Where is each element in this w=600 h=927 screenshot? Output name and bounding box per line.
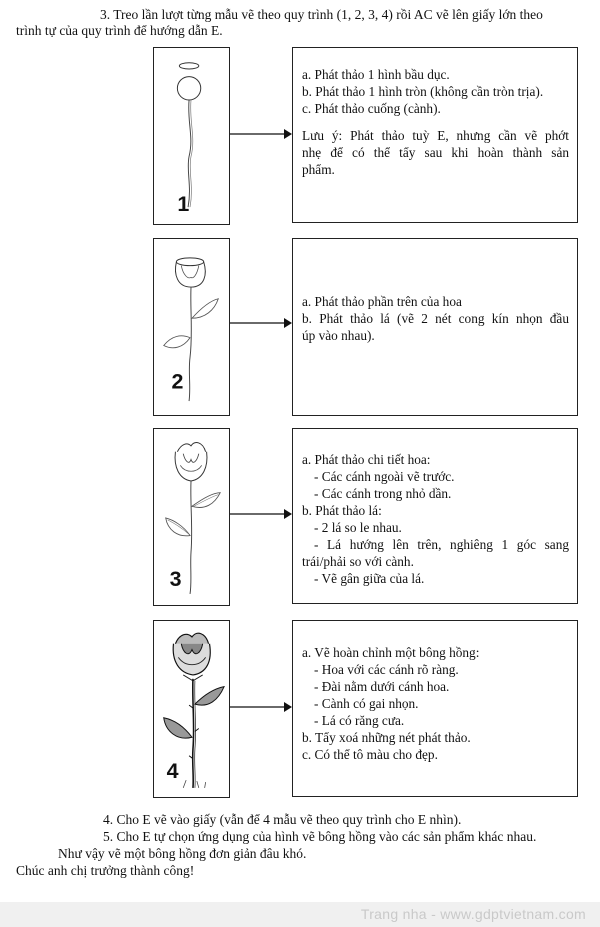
step-2-text-box: [292, 238, 578, 416]
step-1-note: nhẹ để có thể tẩy sau khi hoàn thành sản: [302, 145, 569, 160]
step-3-line: trái/phải so với cành.: [302, 554, 414, 569]
step-4-line: - Cành có gai nhọn.: [314, 696, 419, 711]
rose-sketch-2-icon: [154, 239, 229, 415]
arrow-right-icon: [230, 317, 292, 329]
step-4-line: c. Có thể tô màu cho đẹp.: [302, 747, 438, 762]
step-4-line: b. Tẩy xoá những nét phát thảo.: [302, 730, 471, 745]
step-4-line: - Đài nằm dưới cánh hoa.: [314, 679, 450, 694]
step-4-sketch: [153, 620, 230, 798]
step-1-line: b. Phát thảo 1 hình tròn (không cần tròn trịa).: [302, 84, 544, 99]
step-3-line: b. Phát thảo lá:: [302, 503, 382, 518]
step-1-line: c. Phát thảo cuống (cành).: [302, 101, 441, 116]
step-4-text-box: [292, 620, 578, 797]
step-4-line: - Hoa với các cánh rõ ràng.: [314, 662, 459, 677]
step-3-line: a. Phát thảo chi tiết hoa:: [302, 452, 431, 467]
step-1-arrow: [230, 128, 292, 140]
intro-line-2: trình tự của quy trình để hướng dẫn E.: [16, 23, 223, 38]
step-3-arrow: [230, 508, 292, 520]
step-1-line: a. Phát thảo 1 hình bầu dục.: [302, 67, 450, 82]
step-3-number: 3: [169, 567, 182, 592]
arrow-right-icon: [230, 128, 292, 140]
outro-line-5: 5. Cho E tự chọn ứng dụng của hình vẽ bông hồng vào các sản phẩm khác nhau.: [103, 829, 537, 844]
step-1-number: 1: [177, 192, 190, 216]
outro-line-4: 4. Cho E vẽ vào giấy (vẫn để 4 mẫu vẽ theo quy trình cho E nhìn).: [103, 812, 462, 827]
step-4-number: 4: [166, 759, 179, 784]
footer-bar: [0, 902, 600, 927]
step-3-line: - Vẽ gân giữa của lá.: [314, 571, 425, 586]
footer-credit[interactable]: Trang nha - www.gdptvietnam.com: [360, 906, 586, 922]
step-2-line: úp vào nhau).: [302, 328, 375, 343]
step-2-number: 2: [171, 369, 184, 394]
step-3-line: - Các cánh ngoài vẽ trước.: [314, 469, 455, 484]
step-4-line: a. Vẽ hoàn chỉnh một bông hồng:: [302, 645, 480, 660]
intro-line-1: 3. Treo lần lượt từng mẫu vẽ theo quy trình (1, 2, 3, 4) rồi AC vẽ lên giấy lớn theo: [100, 7, 543, 22]
step-4-arrow: [230, 701, 292, 713]
step-3-sketch: [153, 428, 230, 606]
outro-line-6: Như vậy vẽ một bông hồng đơn giản đâu khó.: [58, 846, 307, 861]
step-1-text-box: [292, 47, 578, 223]
arrow-right-icon: [230, 508, 292, 520]
step-4-line: - Lá có răng cưa.: [314, 713, 405, 728]
step-2-line: a. Phát thảo phần trên của hoa: [302, 294, 462, 309]
rose-sketch-3-icon: [154, 429, 229, 605]
arrow-right-icon: [230, 701, 292, 713]
step-1-note: phẩm.: [302, 162, 335, 177]
rose-sketch-4-icon: [154, 621, 229, 797]
step-3-line: - 2 lá so le nhau.: [314, 520, 402, 535]
step-3-line: - Các cánh trong nhỏ dần.: [314, 486, 452, 501]
step-1-sketch: [153, 47, 230, 225]
step-3-text-box: [292, 428, 578, 604]
outro-line-7: Chúc anh chị trưởng thành công!: [16, 863, 195, 878]
step-3-line: - Lá hướng lên trên, nghiêng 1 góc sang: [314, 537, 569, 552]
step-2-arrow: [230, 317, 292, 329]
step-2-sketch: [153, 238, 230, 416]
step-1-note: Lưu ý: Phát thảo tuỳ E, nhưng cần vẽ phớt: [302, 128, 569, 143]
step-2-line: b. Phát thảo lá (vẽ 2 nét cong kín nhọn đầu: [302, 311, 569, 326]
rose-sketch-1-icon: [154, 48, 229, 224]
